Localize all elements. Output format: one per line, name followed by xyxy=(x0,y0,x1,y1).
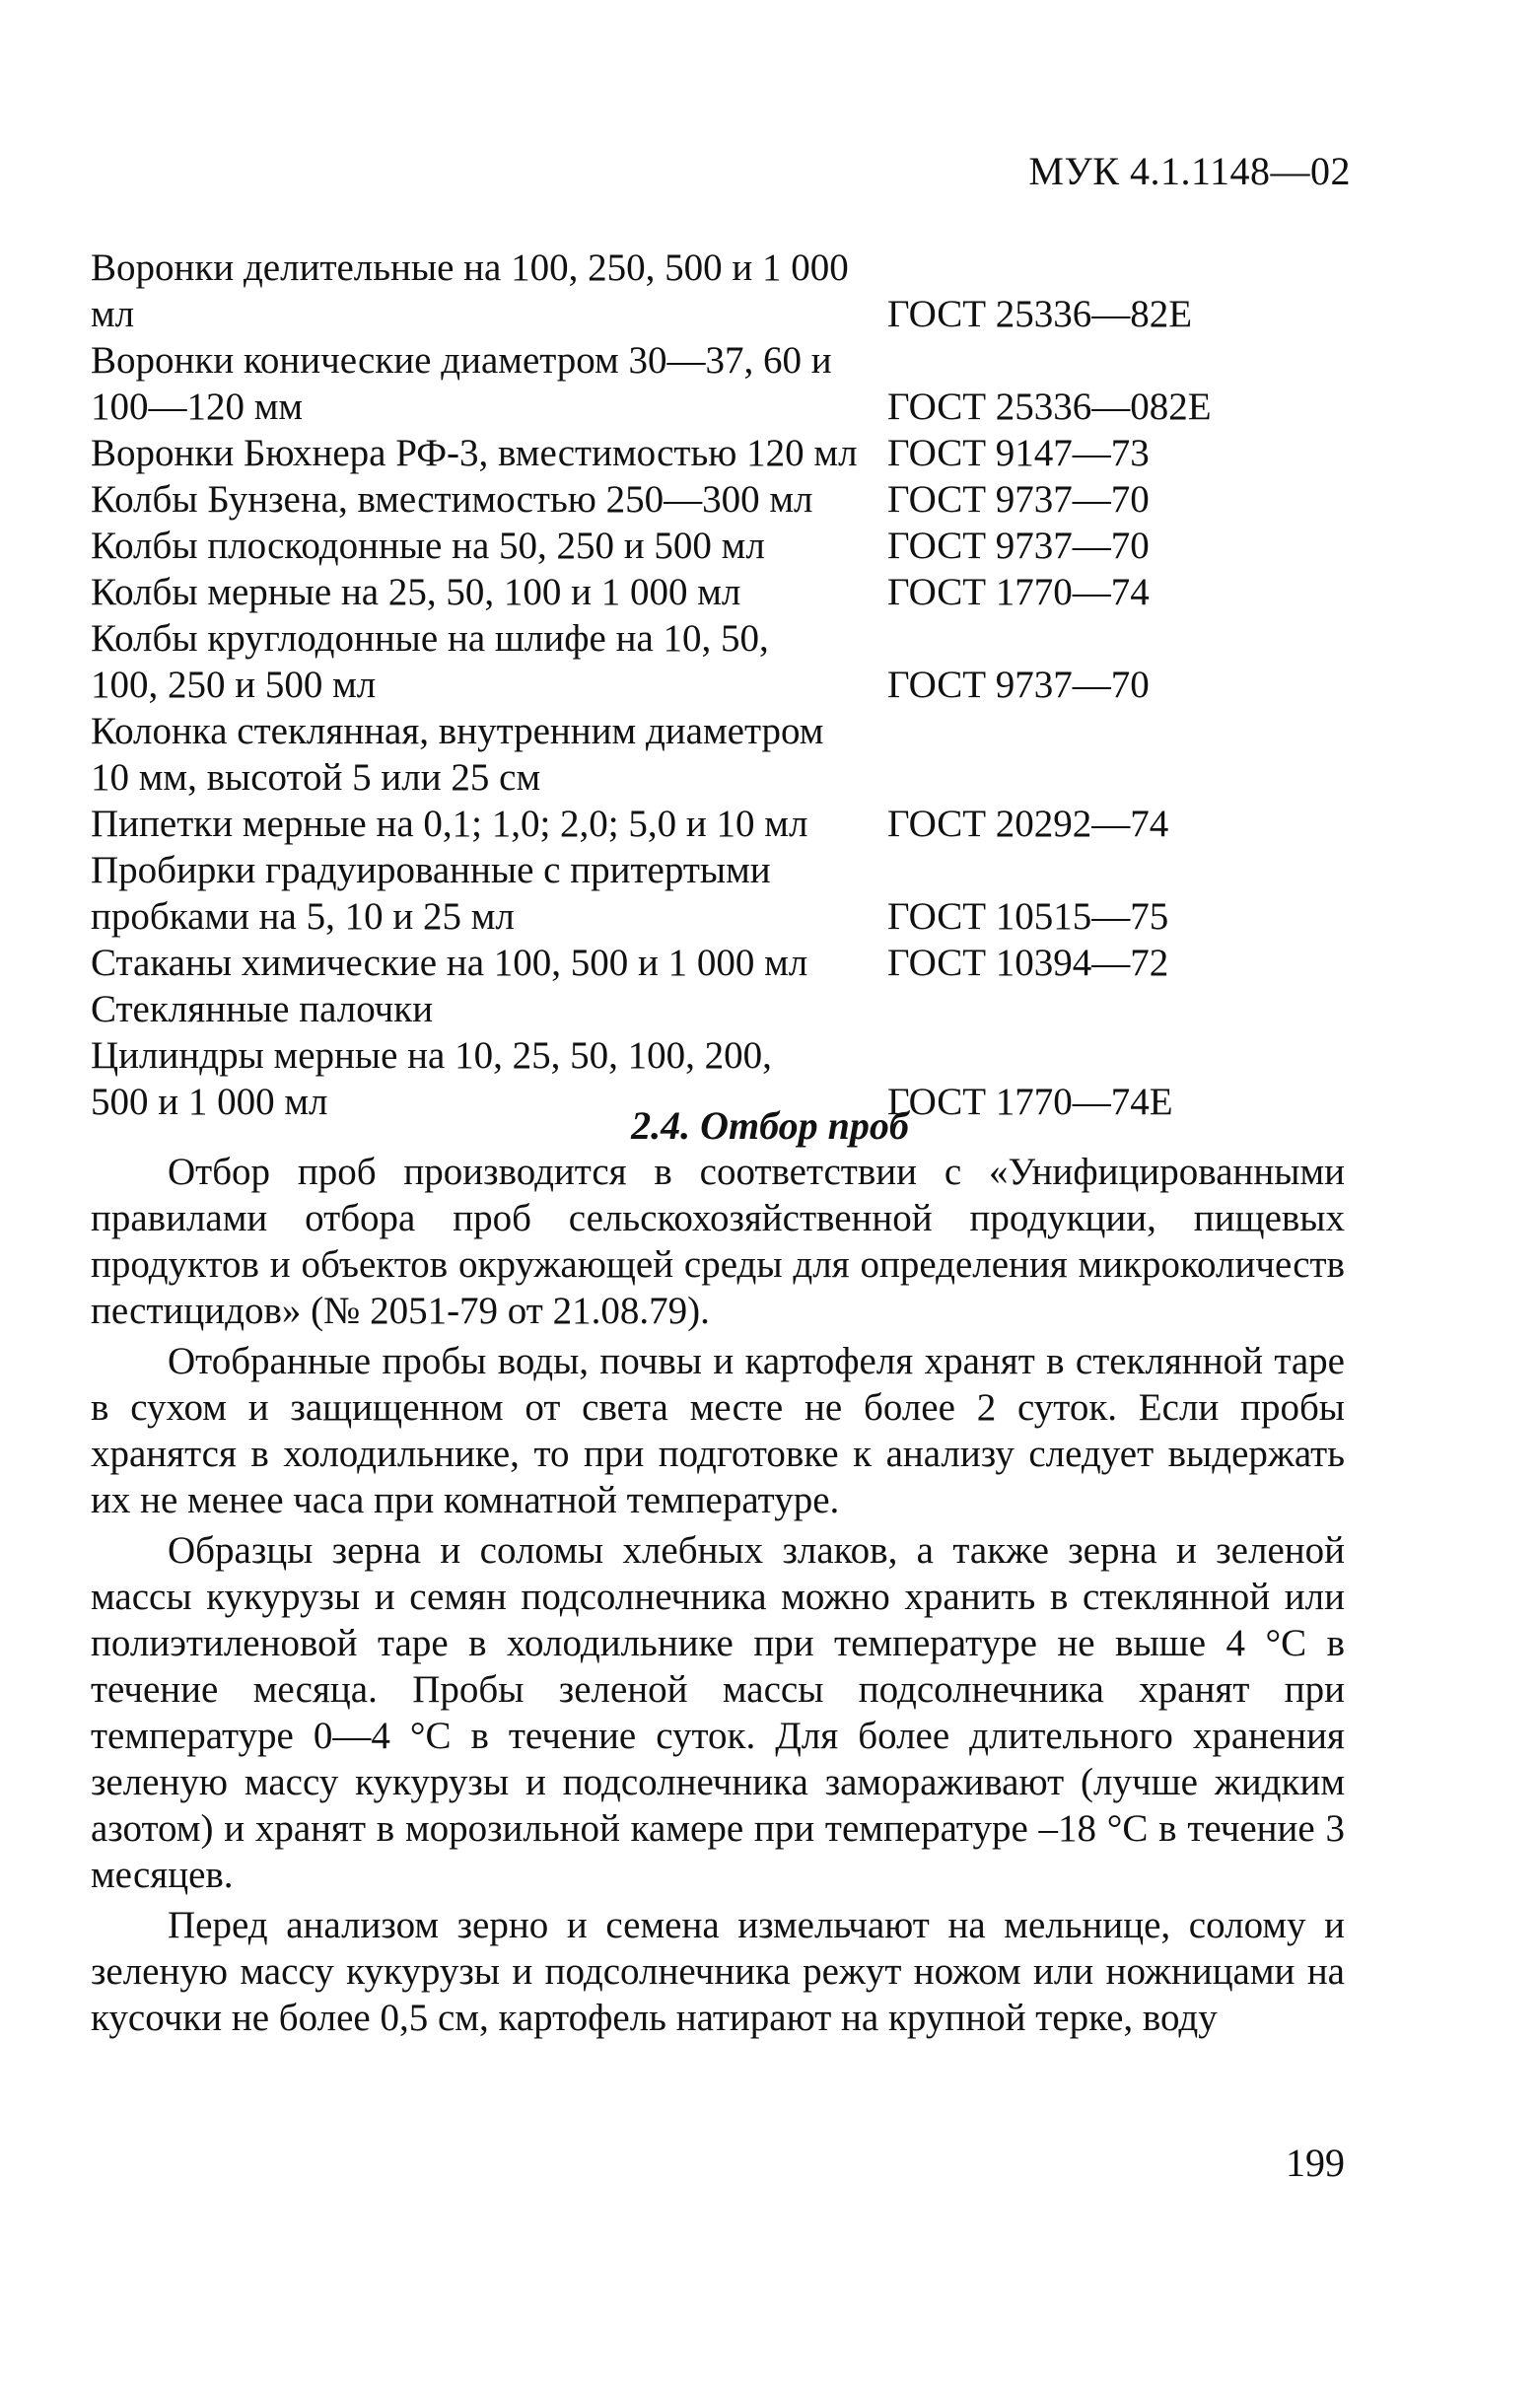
equipment-name xyxy=(91,523,887,569)
equipment-standard: ГОСТ 10515—75 xyxy=(887,895,1169,938)
equipment-name xyxy=(91,245,887,337)
equipment-name-line: Воронки делительные на 100, 250, 500 и 1 000 мл xyxy=(91,246,849,335)
equipment-name-line: Воронки Бюхнера РФ-3, вместимостью 120 мл xyxy=(91,432,858,474)
equipment-name-line: Цилиндры мерные на 10, 25, 50, 100, 200, xyxy=(91,1034,772,1077)
equipment-name xyxy=(91,430,887,476)
list-item xyxy=(91,986,1363,1032)
equipment-name xyxy=(91,986,887,1032)
equipment-name-line: 100—120 мм xyxy=(91,386,304,428)
paragraph: Образцы зерна и соломы хлебных злаков, а также зерна и зеленой массы кукурузы и семян подсолнечника можно хранить в стеклянной или полиэтиленовой таре в холодильнике при температуре не выше 4 °С в течение месяца. Пробы зеленой массы подсолнечника хранят при температуре 0—4 °С в течение суток. Для более длительного хранения зеленую массу кукурузы и подсолнечника замораживают (лучше жидким азотом) и хранят в морозильной камере при температуре –18 °С в течение 3 месяцев. xyxy=(91,1529,1345,1896)
list-item xyxy=(91,847,1363,940)
list-item xyxy=(91,523,1363,569)
equipment-name-line: Стаканы химические на 100, 500 и 1 000 мл xyxy=(91,942,808,984)
equipment-name-line: пробками на 5, 10 и 25 мл xyxy=(91,895,515,938)
equipment-standard: ГОСТ 9147—73 xyxy=(887,432,1150,474)
equipment-name-line: 10 мм, высотой 5 или 25 см xyxy=(91,756,541,799)
equipment-name-line: Воронки конические диаметром 30—37, 60 и xyxy=(91,339,832,382)
equipment-name-line: Пипетки мерные на 0,1; 1,0; 2,0; 5,0 и 10 мл xyxy=(91,803,808,845)
equipment-standard: ГОСТ 1770—74 xyxy=(887,571,1150,613)
section-title: 2.4. Отбор проб xyxy=(631,1103,909,1148)
equipment-name xyxy=(91,569,887,615)
equipment-standard: ГОСТ 20292—74 xyxy=(887,803,1169,845)
equipment-name-line: Колонка стеклянная, внутренним диаметром xyxy=(91,710,824,752)
equipment-list xyxy=(91,245,1363,1125)
list-item xyxy=(91,569,1363,615)
list-item xyxy=(91,708,1363,801)
equipment-standard: ГОСТ 9737—70 xyxy=(887,478,1150,521)
list-item xyxy=(91,940,1363,986)
equipment-name-line: 500 и 1 000 мл xyxy=(91,1081,328,1123)
equipment-name xyxy=(91,708,887,801)
equipment-standard: ГОСТ 1770—74Е xyxy=(887,1081,1173,1123)
list-item xyxy=(91,337,1363,430)
page-number: 199 xyxy=(1286,2141,1345,2185)
section-body xyxy=(91,1149,1345,2045)
equipment-name xyxy=(91,615,887,708)
list-item xyxy=(91,615,1363,708)
equipment-standard: ГОСТ 9737—70 xyxy=(887,525,1150,567)
equipment-name-line: Колбы плоскодонные на 50, 250 и 500 мл xyxy=(91,525,765,567)
equipment-name xyxy=(91,337,887,430)
equipment-name-line: Колбы мерные на 25, 50, 100 и 1 000 мл xyxy=(91,571,741,613)
equipment-name-line: Колбы Бунзена, вместимостью 250—300 мл xyxy=(91,478,813,521)
equipment-name-line: Колбы круглодонные на шлифе на 10, 50, xyxy=(91,617,769,660)
equipment-name xyxy=(91,476,887,523)
list-item xyxy=(91,801,1363,847)
equipment-name-line: 100, 250 и 500 мл xyxy=(91,664,377,706)
equipment-standard: ГОСТ 9737—70 xyxy=(887,664,1150,706)
document-code: МУК 4.1.1148—02 xyxy=(1028,149,1351,193)
list-item xyxy=(91,245,1363,337)
equipment-name-line: Пробирки градуированные с притертыми xyxy=(91,849,771,891)
paragraph: Перед анализом зерно и семена измельчают на мельнице, солому и зеленую массу кукурузы и подсолнечника режут ножом или ножницами на кусочки не более 0,5 см, картофель натирают на крупной терке, воду xyxy=(91,1904,1345,2039)
paragraph: Отобранные пробы воды, почвы и картофеля хранят в стеклянной таре в сухом и защищенном от света месте не более 2 суток. Если пробы хранятся в холодильнике, то при подготовке к анализу следует выдержать их не менее часа при комнатной температуре. xyxy=(91,1340,1345,1521)
list-item xyxy=(91,430,1363,476)
equipment-standard: ГОСТ 10394—72 xyxy=(887,942,1169,984)
equipment-name-line: Стеклянные палочки xyxy=(91,988,434,1030)
list-item xyxy=(91,476,1363,523)
paragraph: Отбор проб производится в соответствии с «Унифицированными правилами отбора проб сельскохозяйственной продукции, пищевых продуктов и объектов окружающей среды для определения микроколичеств пестицидов» (№ 2051-79 от 21.08.79). xyxy=(91,1151,1345,1332)
equipment-name xyxy=(91,801,887,847)
equipment-standard: ГОСТ 25336—82Е xyxy=(887,293,1193,335)
equipment-standard: ГОСТ 25336—082Е xyxy=(887,386,1212,428)
equipment-name xyxy=(91,940,887,986)
equipment-name xyxy=(91,847,887,940)
